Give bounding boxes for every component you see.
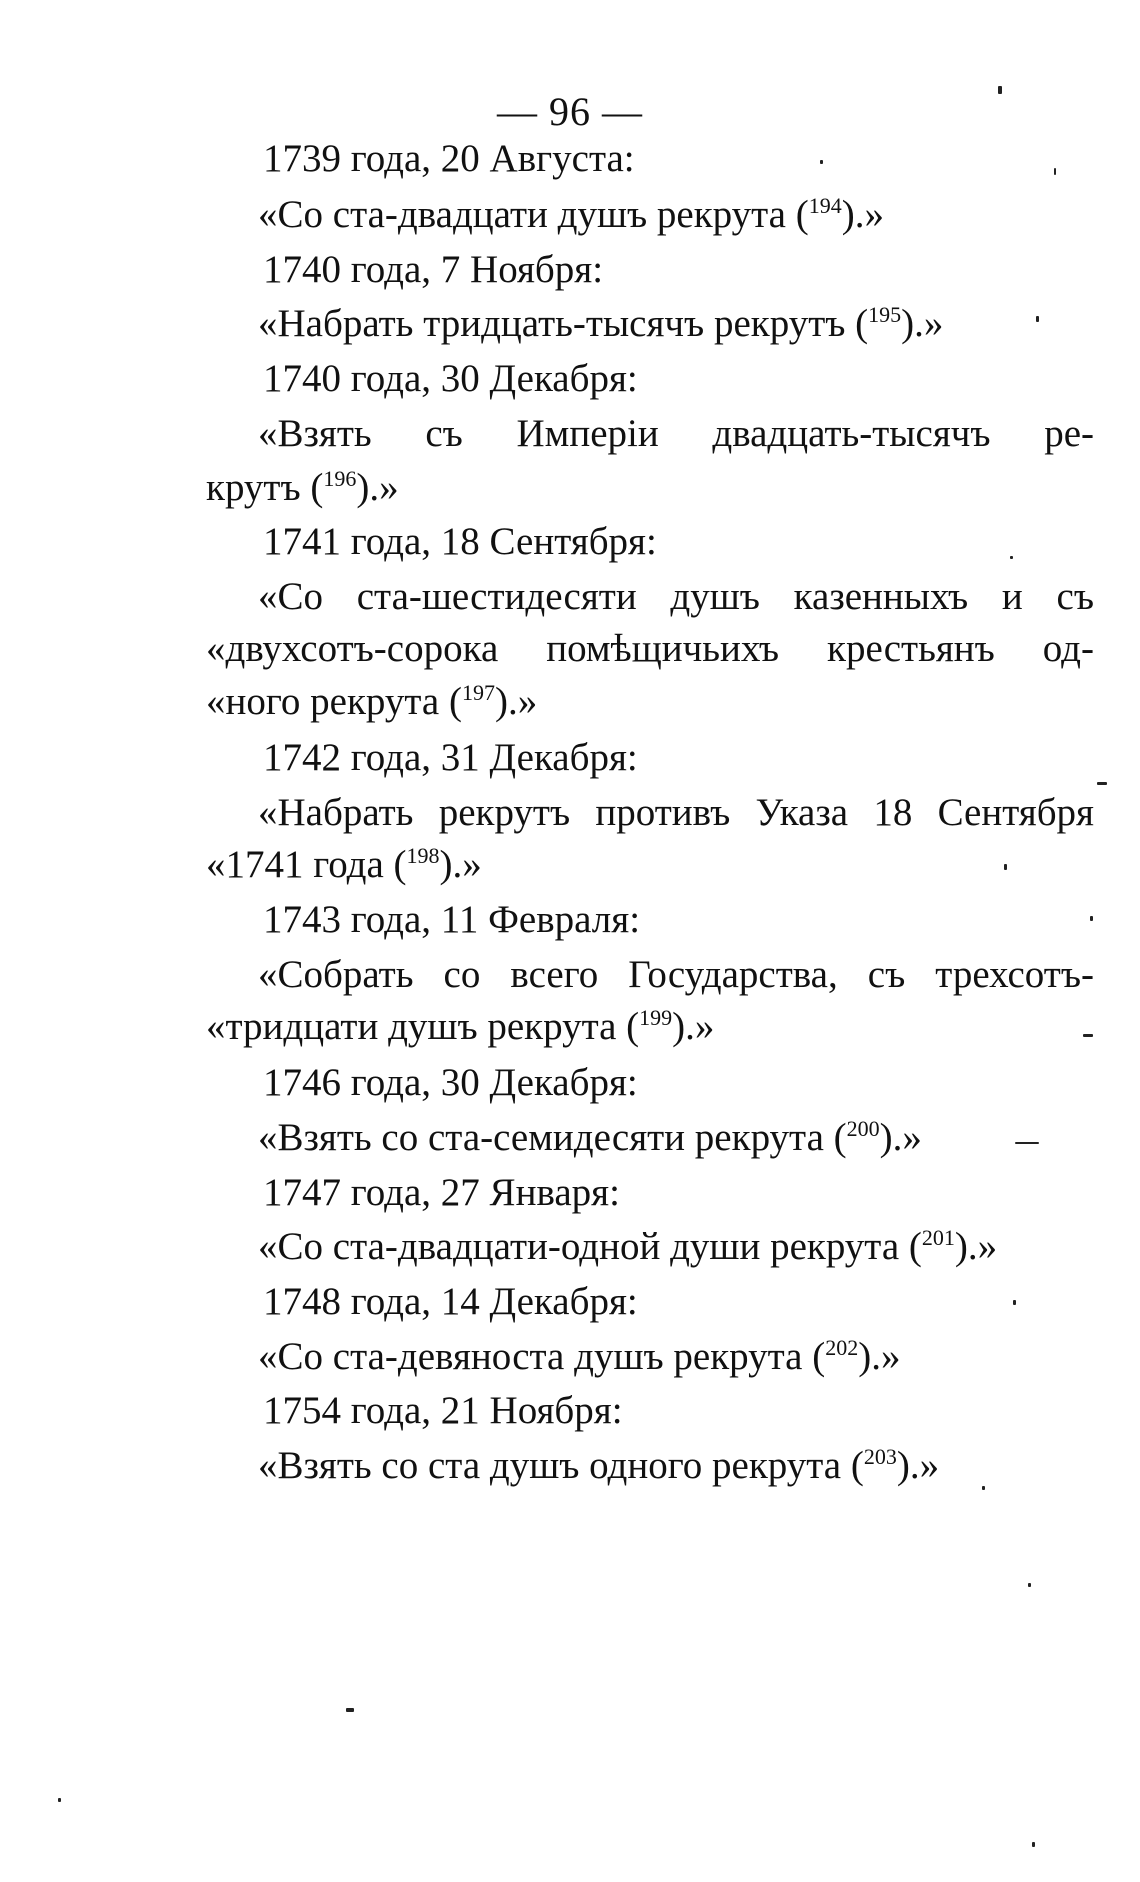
quote-text: «тридцати душъ рекрута ( xyxy=(206,1005,640,1048)
quote-tail: ).» xyxy=(954,1225,998,1268)
page-number: — 96 — xyxy=(497,89,643,134)
scan-speck xyxy=(1083,1034,1093,1037)
entry-date: 1746 года, 30 Декабря: xyxy=(263,1061,638,1104)
scan-speck xyxy=(1004,864,1007,870)
quote-text: «Набрать тридцать-тысячъ рекрутъ ( xyxy=(258,302,869,345)
entry-date: 1739 года, 20 Августа: xyxy=(263,137,635,180)
scan-speck xyxy=(1015,1142,1039,1144)
scan-speck xyxy=(1054,168,1056,175)
scan-speck xyxy=(982,1486,985,1490)
scan-speck xyxy=(1013,1300,1016,1305)
entry-quote xyxy=(258,1334,900,1380)
quote-text: «Со ста-девяноста душъ рекрута ( xyxy=(258,1335,826,1378)
footnote-ref: 201 xyxy=(921,1225,955,1250)
quote-tail: ).» xyxy=(439,843,482,886)
quote-tail: ).» xyxy=(879,1116,922,1159)
quote-tail: ).» xyxy=(841,193,884,236)
footnote-ref: 199 xyxy=(639,1005,673,1030)
footnote-ref: 200 xyxy=(846,1116,880,1141)
quote-text: «Со ста-двадцати-одной души рекрута ( xyxy=(258,1225,922,1268)
entry-date: 1754 года, 21 Ноября: xyxy=(263,1389,623,1432)
entry-quote xyxy=(258,1115,922,1161)
footnote-ref: 203 xyxy=(863,1444,897,1469)
entry-quote xyxy=(206,842,482,888)
entry-date: 1742 года, 31 Декабря: xyxy=(263,736,638,779)
quote-text: «ного рекрута ( xyxy=(206,680,462,723)
entry-quote xyxy=(258,1443,939,1489)
entry-quote xyxy=(258,192,884,238)
quote-text: «Со ста-двадцати душъ рекрута ( xyxy=(258,193,809,236)
quote-tail: ).» xyxy=(494,680,538,723)
entry-date: 1740 года, 30 Декабря: xyxy=(263,357,638,400)
scan-speck xyxy=(1010,556,1013,559)
scan-speck xyxy=(346,1708,354,1712)
footnote-ref: 194 xyxy=(808,193,842,218)
scan-speck xyxy=(820,160,823,164)
scan-speck xyxy=(1032,1842,1035,1847)
scan-speck xyxy=(1028,1583,1031,1587)
footnote-ref: 195 xyxy=(868,302,902,327)
quote-line: «Собрать со всего Государства, съ трехсотъ- xyxy=(258,953,1094,996)
quote-text: «Взять со ста-семидесяти рекрута ( xyxy=(258,1116,847,1159)
footnote-ref: 198 xyxy=(406,843,440,868)
entry-date: 1741 года, 18 Сентября: xyxy=(263,520,657,563)
quote-line: «Набрать рекрутъ противъ Указа 18 Сентября xyxy=(258,791,1094,834)
quote-line: «двухсотъ-сорока помѣщичьихъ крестьянъ од- xyxy=(206,627,1094,670)
entry-date: 1740 года, 7 Ноября: xyxy=(263,248,604,291)
scan-speck xyxy=(1036,316,1039,322)
quote-tail: ).» xyxy=(896,1444,940,1487)
quote-tail: ).» xyxy=(356,466,399,509)
scan-speck xyxy=(998,86,1002,94)
scan-speck xyxy=(58,1798,61,1802)
entry-quote xyxy=(206,465,399,511)
entry-quote xyxy=(258,301,943,347)
quote-line: «Со ста-шестидесяти душъ казенныхъ и съ xyxy=(258,575,1094,618)
quote-line: «Взять съ Имперiи двадцать-тысячъ ре- xyxy=(258,412,1094,455)
quote-tail: ).» xyxy=(901,302,944,345)
scan-speck xyxy=(1090,916,1093,921)
entry-date: 1743 года, 11 Февраля: xyxy=(263,898,641,941)
quote-text: «Взять со ста душъ одного рекрута ( xyxy=(258,1444,864,1487)
entry-quote xyxy=(206,1004,714,1050)
quote-text: «1741 года ( xyxy=(206,843,407,886)
entry-date: 1747 года, 27 Января: xyxy=(263,1171,620,1214)
entry-quote xyxy=(258,1224,997,1270)
scan-speck xyxy=(1097,782,1107,785)
footnote-ref: 202 xyxy=(825,1335,859,1360)
quote-tail: ).» xyxy=(672,1005,715,1048)
quote-tail: ).» xyxy=(858,1335,901,1378)
footnote-ref: 197 xyxy=(461,680,495,705)
quote-text: крутъ ( xyxy=(206,466,324,509)
entry-date: 1748 года, 14 Декабря: xyxy=(263,1280,638,1323)
footnote-ref: 196 xyxy=(323,466,357,491)
entry-quote xyxy=(206,679,537,725)
